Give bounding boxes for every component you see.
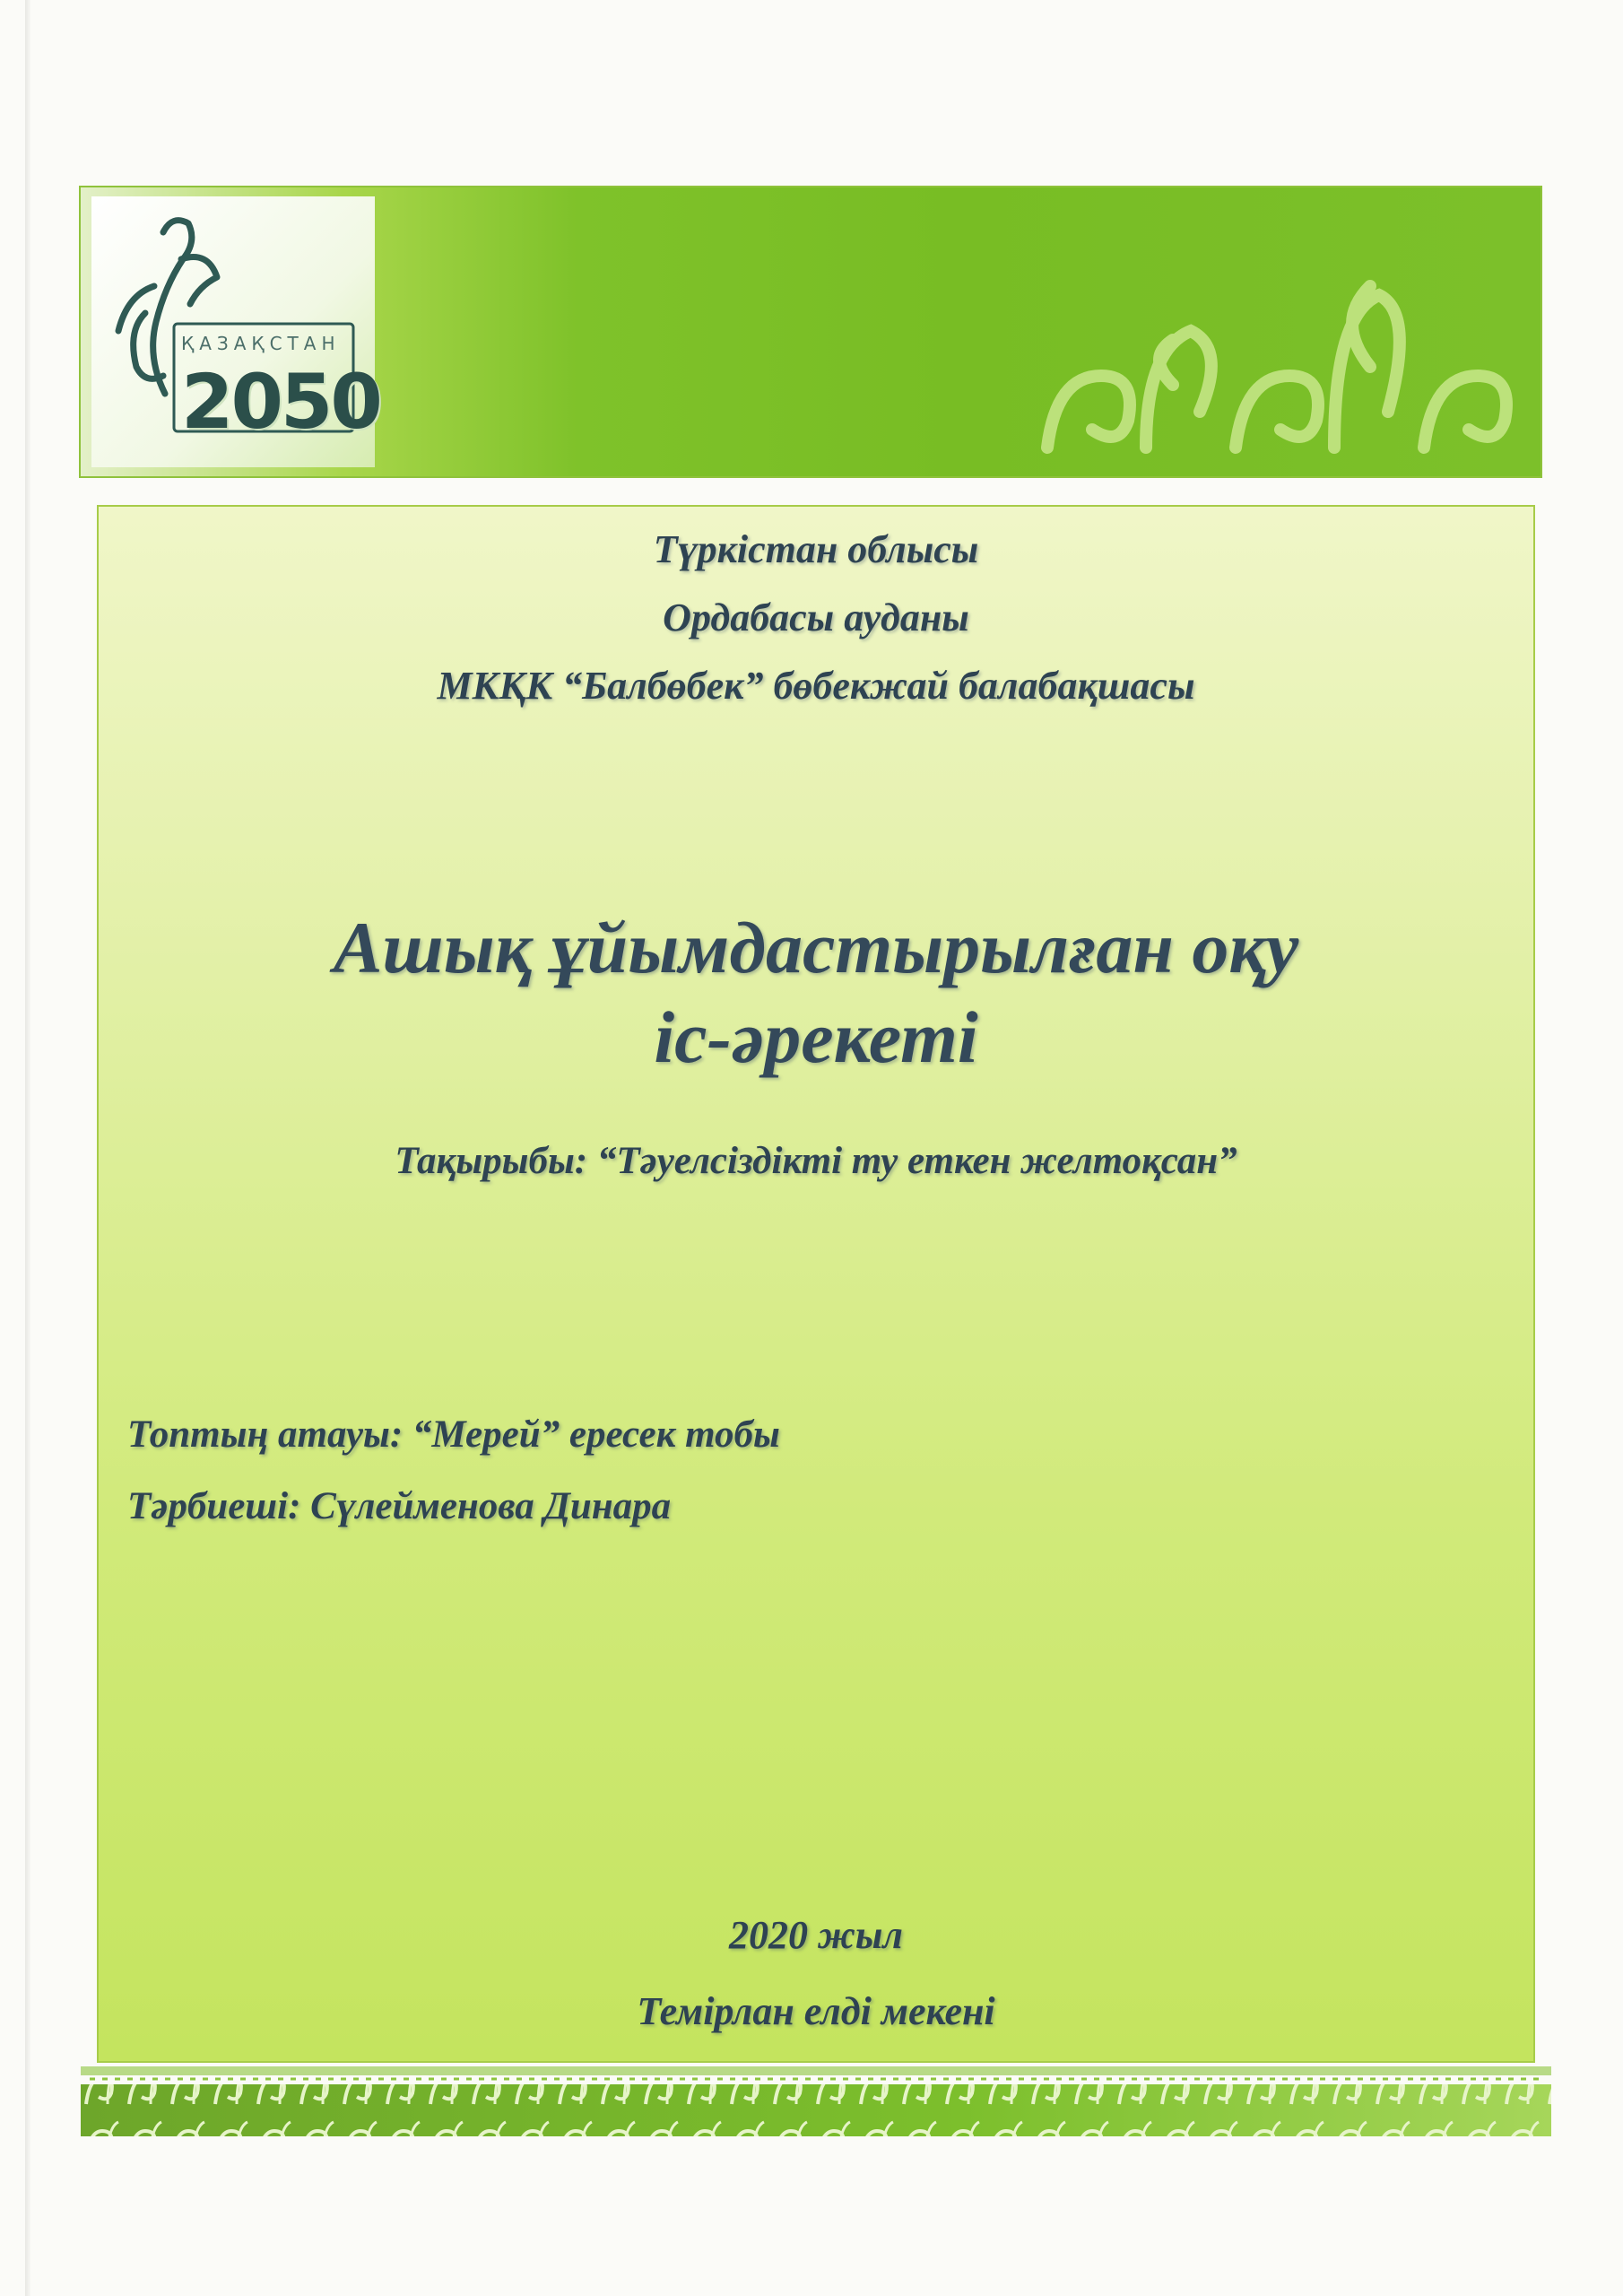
region-text: Түркістан облысы <box>653 527 979 571</box>
main-panel <box>97 505 1535 2063</box>
institution-text: МКҚК “Балбөбек” бөбекжай балабақшасы <box>437 664 1195 708</box>
bottom-ornament-border-icon <box>81 2059 1551 2140</box>
title-line-2: іс-әрекеті <box>654 996 978 1078</box>
kazakhstan-2050-logo <box>91 196 380 467</box>
logo-country-text: ҚАЗАҚСТАН <box>181 333 341 354</box>
top-banner <box>79 186 1542 478</box>
title-line-1: Ашық ұйымдастырылған оқу <box>333 907 1299 988</box>
footer-place-text: Темірлан елді мекені <box>637 1989 995 2033</box>
banner-ornament-icon <box>1029 268 1532 465</box>
footer-year-text: 2020 жыл <box>728 1913 903 1957</box>
scan-edge <box>25 0 30 2296</box>
logo-year-text: 2050 <box>181 358 380 446</box>
topic-text: Тақырыбы: “Тәуелсіздікті ту еткен желтоқсан” <box>395 1140 1237 1182</box>
district-text: Ордабасы ауданы <box>663 596 969 639</box>
group-text: Топтың атауы: “Мерей” ересек тобы <box>127 1413 780 1456</box>
teacher-text: Тәрбиеші: Сүлейменова Динара <box>127 1485 672 1527</box>
